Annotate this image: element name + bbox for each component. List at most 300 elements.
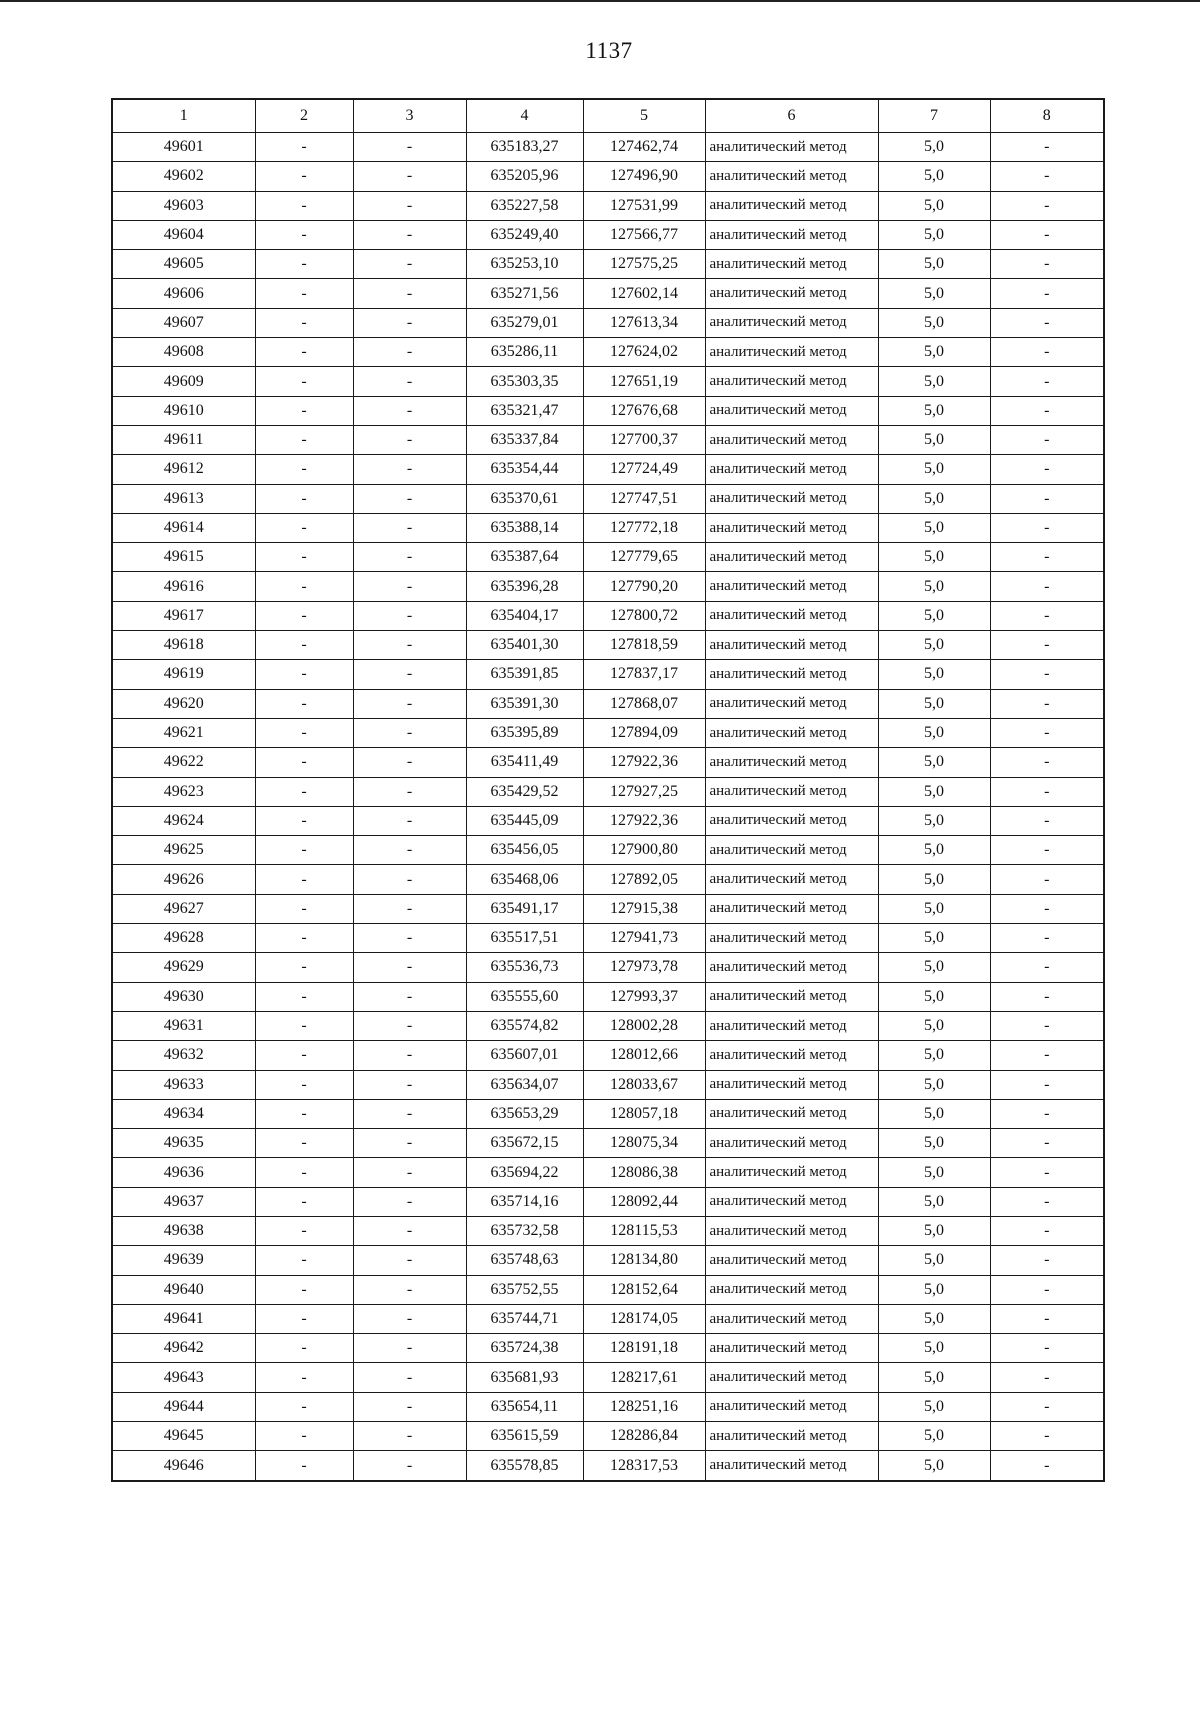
table-cell-col-5: 127894,09 (583, 718, 705, 747)
table-cell-col-5: 127800,72 (583, 601, 705, 630)
table-cell-col-8: - (990, 865, 1104, 894)
table-cell-col-4: 635694,22 (466, 1158, 583, 1187)
table-cell-col-2: - (255, 836, 353, 865)
table-cell-col-2: - (255, 220, 353, 249)
table-cell-col-7: 5,0 (878, 338, 990, 367)
table-cell-col-8: - (990, 777, 1104, 806)
table-cell-col-5: 127651,19 (583, 367, 705, 396)
table-cell-col-6: аналитический метод (705, 836, 878, 865)
table-cell-col-6: аналитический метод (705, 1187, 878, 1216)
table-cell-col-8: - (990, 543, 1104, 572)
table-cell-col-5: 127531,99 (583, 191, 705, 220)
table-cell-col-7: 5,0 (878, 631, 990, 660)
table-header (112, 99, 1104, 133)
table-cell-col-8: - (990, 455, 1104, 484)
table-cell-col-3: - (353, 865, 466, 894)
table-cell-col-8: - (990, 513, 1104, 542)
table-cell-col-1: 49627 (112, 894, 255, 923)
table-cell-col-7: 5,0 (878, 1187, 990, 1216)
table-cell-col-6: аналитический метод (705, 572, 878, 601)
table-cell-col-7: 5,0 (878, 601, 990, 630)
table-cell-col-8: - (990, 425, 1104, 454)
table-cell-col-8: - (990, 748, 1104, 777)
table-cell-col-6: аналитический метод (705, 1334, 878, 1363)
table-cell-col-8: - (990, 1129, 1104, 1158)
table-cell-col-1: 49603 (112, 191, 255, 220)
table-cell-col-4: 635714,16 (466, 1187, 583, 1216)
table-cell-col-8: - (990, 484, 1104, 513)
table-row (112, 425, 1104, 454)
table-cell-col-6: аналитический метод (705, 689, 878, 718)
table-cell-col-4: 635724,38 (466, 1334, 583, 1363)
table-cell-col-7: 5,0 (878, 924, 990, 953)
table-cell-col-8: - (990, 1451, 1104, 1481)
table-cell-col-3: - (353, 924, 466, 953)
table-cell-col-3: - (353, 191, 466, 220)
table-row (112, 220, 1104, 249)
table-cell-col-7: 5,0 (878, 1099, 990, 1128)
table-cell-col-6: аналитический метод (705, 484, 878, 513)
table-cell-col-5: 128191,18 (583, 1334, 705, 1363)
table-cell-col-3: - (353, 162, 466, 191)
table-cell-col-2: - (255, 1070, 353, 1099)
table-cell-col-8: - (990, 1187, 1104, 1216)
table-cell-col-2: - (255, 806, 353, 835)
table-row (112, 836, 1104, 865)
table-cell-col-6: аналитический метод (705, 924, 878, 953)
table-cell-col-6: аналитический метод (705, 1129, 878, 1158)
table-cell-col-2: - (255, 1422, 353, 1451)
table-cell-col-1: 49613 (112, 484, 255, 513)
table-cell-col-8: - (990, 1070, 1104, 1099)
table-cell-col-7: 5,0 (878, 1158, 990, 1187)
table-cell-col-8: - (990, 689, 1104, 718)
table-cell-col-3: - (353, 338, 466, 367)
table-cell-col-1: 49610 (112, 396, 255, 425)
table-cell-col-6: аналитический метод (705, 748, 878, 777)
table-cell-col-4: 635578,85 (466, 1451, 583, 1481)
table-cell-col-5: 127575,25 (583, 250, 705, 279)
table-cell-col-1: 49637 (112, 1187, 255, 1216)
table-cell-col-2: - (255, 250, 353, 279)
table-cell-col-3: - (353, 396, 466, 425)
table-cell-col-5: 128134,80 (583, 1246, 705, 1275)
table-cell-col-6: аналитический метод (705, 631, 878, 660)
table-cell-col-7: 5,0 (878, 543, 990, 572)
table-cell-col-1: 49639 (112, 1246, 255, 1275)
table-cell-col-4: 635286,11 (466, 338, 583, 367)
table-row (112, 1216, 1104, 1245)
table-cell-col-7: 5,0 (878, 806, 990, 835)
table-cell-col-5: 128152,64 (583, 1275, 705, 1304)
table-cell-col-2: - (255, 982, 353, 1011)
table-cell-col-7: 5,0 (878, 894, 990, 923)
table-cell-col-1: 49629 (112, 953, 255, 982)
table-cell-col-7: 5,0 (878, 513, 990, 542)
table-cell-col-2: - (255, 1392, 353, 1421)
table-cell-col-8: - (990, 1304, 1104, 1333)
table-cell-col-1: 49614 (112, 513, 255, 542)
table-cell-col-3: - (353, 806, 466, 835)
table-cell-col-8: - (990, 1216, 1104, 1245)
table-cell-col-4: 635354,44 (466, 455, 583, 484)
table-row (112, 1129, 1104, 1158)
table-row (112, 953, 1104, 982)
table-cell-col-4: 635279,01 (466, 308, 583, 337)
table-cell-col-2: - (255, 1363, 353, 1392)
table-cell-col-7: 5,0 (878, 777, 990, 806)
table-cell-col-1: 49609 (112, 367, 255, 396)
table-cell-col-4: 635370,61 (466, 484, 583, 513)
table-cell-col-1: 49624 (112, 806, 255, 835)
table-cell-col-3: - (353, 455, 466, 484)
table-cell-col-7: 5,0 (878, 1129, 990, 1158)
table-cell-col-1: 49646 (112, 1451, 255, 1481)
table-cell-col-8: - (990, 718, 1104, 747)
table-cell-col-3: - (353, 1099, 466, 1128)
table-cell-col-4: 635271,56 (466, 279, 583, 308)
table-cell-col-1: 49617 (112, 601, 255, 630)
table-cell-col-5: 127837,17 (583, 660, 705, 689)
table-cell-col-8: - (990, 1275, 1104, 1304)
table-cell-col-1: 49638 (112, 1216, 255, 1245)
table-cell-col-2: - (255, 425, 353, 454)
table-cell-col-2: - (255, 631, 353, 660)
table-cell-col-4: 635391,85 (466, 660, 583, 689)
table-cell-col-6: аналитический метод (705, 308, 878, 337)
table-cell-col-7: 5,0 (878, 308, 990, 337)
table-row (112, 1099, 1104, 1128)
table-cell-col-1: 49631 (112, 1011, 255, 1040)
table-row (112, 689, 1104, 718)
table-row (112, 1422, 1104, 1451)
table-cell-col-2: - (255, 133, 353, 162)
table-row (112, 806, 1104, 835)
table-cell-col-5: 127724,49 (583, 455, 705, 484)
table-cell-col-4: 635401,30 (466, 631, 583, 660)
table-cell-col-6: аналитический метод (705, 1422, 878, 1451)
table-row (112, 513, 1104, 542)
table-cell-col-3: - (353, 308, 466, 337)
table-cell-col-5: 127927,25 (583, 777, 705, 806)
table-cell-col-1: 49622 (112, 748, 255, 777)
table-cell-col-4: 635395,89 (466, 718, 583, 747)
table-row (112, 865, 1104, 894)
table-cell-col-1: 49604 (112, 220, 255, 249)
table-cell-col-6: аналитический метод (705, 1363, 878, 1392)
table-cell-col-7: 5,0 (878, 865, 990, 894)
table-row (112, 1187, 1104, 1216)
table-cell-col-5: 127566,77 (583, 220, 705, 249)
table-cell-col-5: 127624,02 (583, 338, 705, 367)
table-row (112, 250, 1104, 279)
table-cell-col-4: 635491,17 (466, 894, 583, 923)
table-cell-col-4: 635744,71 (466, 1304, 583, 1333)
table-row (112, 133, 1104, 162)
table-cell-col-8: - (990, 1334, 1104, 1363)
table-cell-col-5: 127602,14 (583, 279, 705, 308)
table-cell-col-4: 635391,30 (466, 689, 583, 718)
table-row (112, 367, 1104, 396)
table-cell-col-8: - (990, 1392, 1104, 1421)
table-cell-col-1: 49607 (112, 308, 255, 337)
table-cell-col-3: - (353, 689, 466, 718)
table-cell-col-3: - (353, 982, 466, 1011)
table-cell-col-4: 635411,49 (466, 748, 583, 777)
table-cell-col-2: - (255, 1451, 353, 1481)
table-cell-col-4: 635681,93 (466, 1363, 583, 1392)
table-cell-col-5: 128286,84 (583, 1422, 705, 1451)
table-cell-col-5: 127993,37 (583, 982, 705, 1011)
table-row (112, 894, 1104, 923)
table-cell-col-3: - (353, 220, 466, 249)
table-cell-col-7: 5,0 (878, 689, 990, 718)
table-cell-col-7: 5,0 (878, 1304, 990, 1333)
table-cell-col-1: 49635 (112, 1129, 255, 1158)
table-cell-col-1: 49633 (112, 1070, 255, 1099)
table-cell-col-3: - (353, 1422, 466, 1451)
table-cell-col-1: 49644 (112, 1392, 255, 1421)
table-cell-col-6: аналитический метод (705, 396, 878, 425)
table-cell-col-5: 127892,05 (583, 865, 705, 894)
table-cell-col-1: 49618 (112, 631, 255, 660)
table-cell-col-5: 128217,61 (583, 1363, 705, 1392)
table-cell-col-4: 635517,51 (466, 924, 583, 953)
table-cell-col-7: 5,0 (878, 718, 990, 747)
table-cell-col-6: аналитический метод (705, 718, 878, 747)
table-cell-col-4: 635732,58 (466, 1216, 583, 1245)
table-cell-col-1: 49605 (112, 250, 255, 279)
table-cell-col-1: 49602 (112, 162, 255, 191)
table-row (112, 1334, 1104, 1363)
table-row (112, 1041, 1104, 1070)
top-border-line (0, 0, 1200, 2)
table-cell-col-2: - (255, 601, 353, 630)
table-cell-col-2: - (255, 748, 353, 777)
table-cell-col-7: 5,0 (878, 1041, 990, 1070)
table-row (112, 338, 1104, 367)
table-cell-col-4: 635321,47 (466, 396, 583, 425)
table-cell-col-6: аналитический метод (705, 1011, 878, 1040)
table-cell-col-6: аналитический метод (705, 279, 878, 308)
table-cell-col-3: - (353, 1334, 466, 1363)
table-cell-col-2: - (255, 338, 353, 367)
table-cell-col-4: 635387,64 (466, 543, 583, 572)
table-cell-col-5: 127779,65 (583, 543, 705, 572)
table-cell-col-2: - (255, 894, 353, 923)
table-cell-col-3: - (353, 133, 466, 162)
table-cell-col-5: 128057,18 (583, 1099, 705, 1128)
table-cell-col-8: - (990, 1422, 1104, 1451)
table-cell-col-1: 49623 (112, 777, 255, 806)
table-cell-col-6: аналитический метод (705, 1275, 878, 1304)
column-header-1: 1 (112, 99, 255, 133)
table-cell-col-4: 635634,07 (466, 1070, 583, 1099)
table-cell-col-4: 635183,27 (466, 133, 583, 162)
table-cell-col-2: - (255, 924, 353, 953)
table-cell-col-6: аналитический метод (705, 1392, 878, 1421)
table-cell-col-5: 128115,53 (583, 1216, 705, 1245)
table-cell-col-6: аналитический метод (705, 1304, 878, 1333)
table-cell-col-8: - (990, 220, 1104, 249)
table-cell-col-8: - (990, 631, 1104, 660)
table-cell-col-1: 49645 (112, 1422, 255, 1451)
table-cell-col-2: - (255, 865, 353, 894)
table-cell-col-4: 635253,10 (466, 250, 583, 279)
table-cell-col-4: 635654,11 (466, 1392, 583, 1421)
table-cell-col-7: 5,0 (878, 1275, 990, 1304)
table-cell-col-7: 5,0 (878, 484, 990, 513)
table-cell-col-4: 635672,15 (466, 1129, 583, 1158)
table-row (112, 1158, 1104, 1187)
table-cell-col-2: - (255, 308, 353, 337)
table-row (112, 162, 1104, 191)
table-cell-col-6: аналитический метод (705, 425, 878, 454)
table-cell-col-6: аналитический метод (705, 1158, 878, 1187)
table-cell-col-7: 5,0 (878, 1011, 990, 1040)
table-row (112, 308, 1104, 337)
table-cell-col-3: - (353, 1070, 466, 1099)
column-header-8: 8 (990, 99, 1104, 133)
table-cell-col-6: аналитический метод (705, 338, 878, 367)
table-cell-col-7: 5,0 (878, 836, 990, 865)
table-cell-col-5: 128251,16 (583, 1392, 705, 1421)
table-cell-col-5: 127941,73 (583, 924, 705, 953)
table-cell-col-3: - (353, 250, 466, 279)
table-cell-col-6: аналитический метод (705, 865, 878, 894)
table-cell-col-6: аналитический метод (705, 982, 878, 1011)
table-cell-col-7: 5,0 (878, 220, 990, 249)
table-cell-col-6: аналитический метод (705, 1246, 878, 1275)
table-cell-col-7: 5,0 (878, 162, 990, 191)
table-cell-col-2: - (255, 1304, 353, 1333)
table-cell-col-6: аналитический метод (705, 220, 878, 249)
table-cell-col-6: аналитический метод (705, 601, 878, 630)
table-cell-col-8: - (990, 279, 1104, 308)
table-cell-col-3: - (353, 1363, 466, 1392)
table-cell-col-5: 127613,34 (583, 308, 705, 337)
table-cell-col-8: - (990, 1011, 1104, 1040)
table-cell-col-3: - (353, 836, 466, 865)
table-cell-col-2: - (255, 1099, 353, 1128)
table-cell-col-5: 127496,90 (583, 162, 705, 191)
table-cell-col-3: - (353, 660, 466, 689)
table-cell-col-5: 127790,20 (583, 572, 705, 601)
table-row (112, 982, 1104, 1011)
table-cell-col-6: аналитический метод (705, 543, 878, 572)
table-cell-col-4: 635752,55 (466, 1275, 583, 1304)
table-cell-col-5: 127922,36 (583, 748, 705, 777)
table-cell-col-5: 128174,05 (583, 1304, 705, 1333)
table-cell-col-8: - (990, 133, 1104, 162)
table-cell-col-6: аналитический метод (705, 1099, 878, 1128)
table-cell-col-2: - (255, 1011, 353, 1040)
table-cell-col-6: аналитический метод (705, 455, 878, 484)
table-cell-col-6: аналитический метод (705, 1216, 878, 1245)
table-cell-col-1: 49625 (112, 836, 255, 865)
table-cell-col-3: - (353, 1304, 466, 1333)
table-cell-col-8: - (990, 982, 1104, 1011)
table-cell-col-4: 635337,84 (466, 425, 583, 454)
table-cell-col-7: 5,0 (878, 572, 990, 601)
table-cell-col-1: 49601 (112, 133, 255, 162)
table-cell-col-8: - (990, 396, 1104, 425)
table-cell-col-3: - (353, 1129, 466, 1158)
table-body (112, 133, 1104, 1481)
table-cell-col-3: - (353, 1041, 466, 1070)
table-cell-col-3: - (353, 1216, 466, 1245)
table-cell-col-7: 5,0 (878, 982, 990, 1011)
table-cell-col-3: - (353, 718, 466, 747)
table-cell-col-4: 635303,35 (466, 367, 583, 396)
table-cell-col-3: - (353, 748, 466, 777)
table-cell-col-5: 128075,34 (583, 1129, 705, 1158)
table-cell-col-3: - (353, 1392, 466, 1421)
table-cell-col-4: 635456,05 (466, 836, 583, 865)
table-cell-col-1: 49616 (112, 572, 255, 601)
table-cell-col-1: 49626 (112, 865, 255, 894)
table-cell-col-4: 635445,09 (466, 806, 583, 835)
table-cell-col-2: - (255, 660, 353, 689)
table-cell-col-3: - (353, 953, 466, 982)
table-cell-col-4: 635227,58 (466, 191, 583, 220)
table-cell-col-1: 49608 (112, 338, 255, 367)
table-cell-col-6: аналитический метод (705, 133, 878, 162)
table-cell-col-6: аналитический метод (705, 660, 878, 689)
table-cell-col-8: - (990, 572, 1104, 601)
table-cell-col-8: - (990, 338, 1104, 367)
table-cell-col-4: 635396,28 (466, 572, 583, 601)
table-cell-col-7: 5,0 (878, 953, 990, 982)
table-cell-col-4: 635615,59 (466, 1422, 583, 1451)
table-cell-col-6: аналитический метод (705, 894, 878, 923)
table-row (112, 1011, 1104, 1040)
table-cell-col-8: - (990, 250, 1104, 279)
table-cell-col-2: - (255, 1246, 353, 1275)
column-header-7: 7 (878, 99, 990, 133)
table-cell-col-8: - (990, 1099, 1104, 1128)
table-cell-col-7: 5,0 (878, 455, 990, 484)
coordinates-table (111, 98, 1105, 1482)
table-cell-col-7: 5,0 (878, 748, 990, 777)
table-cell-col-1: 49628 (112, 924, 255, 953)
table-cell-col-1: 49632 (112, 1041, 255, 1070)
table-cell-col-2: - (255, 953, 353, 982)
table-cell-col-7: 5,0 (878, 191, 990, 220)
table-cell-col-3: - (353, 1011, 466, 1040)
table-cell-col-8: - (990, 191, 1104, 220)
table-cell-col-1: 49643 (112, 1363, 255, 1392)
table-cell-col-3: - (353, 601, 466, 630)
table-cell-col-6: аналитический метод (705, 1451, 878, 1481)
table-row (112, 191, 1104, 220)
table-cell-col-5: 128317,53 (583, 1451, 705, 1481)
table-row (112, 924, 1104, 953)
table-row (112, 601, 1104, 630)
table-cell-col-3: - (353, 279, 466, 308)
column-header-2: 2 (255, 99, 353, 133)
table-cell-col-8: - (990, 1158, 1104, 1187)
table-cell-col-2: - (255, 1187, 353, 1216)
table-cell-col-3: - (353, 513, 466, 542)
table-cell-col-5: 127676,68 (583, 396, 705, 425)
table-cell-col-7: 5,0 (878, 425, 990, 454)
table-cell-col-7: 5,0 (878, 1334, 990, 1363)
table-cell-col-5: 127818,59 (583, 631, 705, 660)
table-cell-col-2: - (255, 484, 353, 513)
table-cell-col-7: 5,0 (878, 250, 990, 279)
table-row (112, 1304, 1104, 1333)
